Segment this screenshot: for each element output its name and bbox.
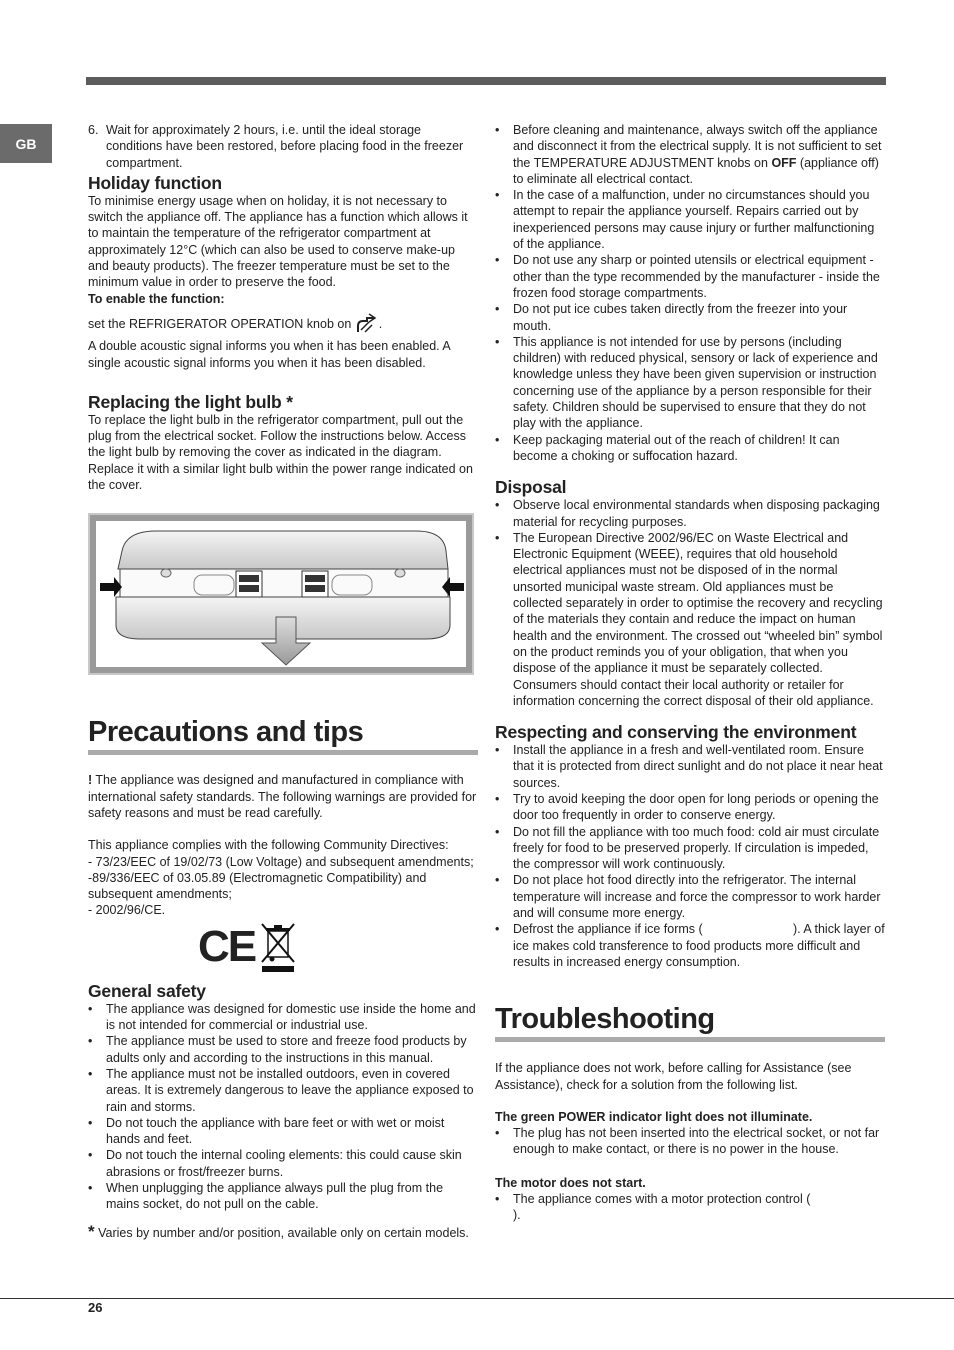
directive-line: - 2002/96/CE. [88,903,166,918]
safety-list-continued [495,122,885,464]
directive-line: This appliance complies with the following Community Directives: [88,838,449,853]
disposal-list [495,497,885,709]
compliance-marks [198,921,478,973]
directives [88,837,478,918]
precautions-intro [88,772,478,821]
signal-text: A double acoustic signal informs you when it has been enabled. A single acoustic signal informs you when it has been disabled. [88,339,451,370]
list-item: • This appliance is not intended for use by persons (including children) with reduced physical, sensory or lack of experience and knowledge unless they have been given supervision or instruction concerning use of the appliance by a person responsible for their safety. Children should be supervised to ensure that they do not play with the appliance. [495,334,885,432]
intro-text: The appliance was designed and manufactured in compliance with international safety standards. The following warnings are provided for safety reasons and must be read carefully. [88,773,477,820]
bottom-rule [0,1298,954,1299]
holiday-title: Holiday function [88,172,222,193]
page-number: 26 [88,1300,103,1315]
list-item: • The appliance must be used to store and freeze food products by adults only and according to the instructions in this manual. [88,1033,478,1066]
footnote-text: Varies by number and/or position, available only on certain models. [94,1225,469,1240]
list-item: • Do not place hot food directly into the refrigerator. The internal temperature will increase and force the compressor to work harder and will consume more energy. [495,872,885,921]
step-number: 6. [88,123,99,137]
list-item: • Do not fill the appliance with too much food: cold air must circulate freely for food to be preserved properly. If circulation is impeded, the compressor will work continuously. [495,824,885,873]
troubleshooting-intro: If the appliance does not work, before calling for Assistance (see Assistance), check for a solution from the following list. [495,1061,852,1092]
general-safety-title: General safety [88,980,206,1001]
list-item: • The plug has not been inserted into the electrical socket, or not far enough to make contact, or there is no power in the house. [495,1125,885,1158]
solution-list [495,1191,946,1224]
bulb-body: To replace the light bulb in the refrigerator compartment, pull out the plug from the electrical socket. Follow the instructions below. Access the light bulb by removing the cover as indicated in the diagram. Replace it with a similar light bulb within the power range indicated on the cover. [88,412,473,493]
list-item: • Do not touch the appliance with bare feet or with wet or moist hands and feet. [88,1115,478,1148]
list-item: • Try to avoid keeping the door open for long periods or opening the door too frequently in order to conserve energy. [495,791,885,824]
list-item: • Install the appliance in a fresh and well-ventilated room. Ensure that it is protected from direct sunlight and do not place it near heat sources. [495,742,885,791]
problem-heading: The motor does not start. [495,1175,646,1190]
warning-mark: ! [88,773,93,788]
step-text: Wait for approximately 2 hours, i.e. until the ideal storage conditions have been restored, before placing food in the freezer compartment. [106,123,464,170]
list-item: • The appliance must not be installed outdoors, even in covered areas. It is extremely dangerous to leave the appliance exposed to rain and storms. [88,1066,478,1115]
language-tab: GB [0,124,52,163]
crossed-bin-icon [259,921,297,973]
list-item: • The appliance was designed for domestic use inside the home and is not intended for commercial or industrial use. [88,1001,478,1034]
item-text: Before cleaning and maintenance, always switch off the appliance and disconnect it from the electrical supply. It is not sufficient to set the TEMPERATURE ADJUSTMENT knobs on [513,123,882,170]
directive-line: -89/336/EEC of 03.05.89 (Electromagnetic Compatibility) and subsequent amendments; [88,870,427,902]
right-column [495,122,946,1224]
step-6 [88,122,478,171]
footnote-star: * [88,1221,95,1241]
enable-end: . [378,316,383,331]
enable-instruction [88,312,478,338]
list-item: • In the case of a malfunction, under no circumstances should you attempt to repair the appliance yourself. Repairs carried out by inexperienced persons may cause injury or further malfunctioning of the appliance. [495,187,885,252]
off-label: OFF [771,155,797,170]
list-item: • Do not use any sharp or pointed utensils or electrical equipment - other than the type recommended by the manufacturer - inside the frozen food storage compartments. [495,252,885,301]
disposal-title: Disposal [495,477,567,498]
environment-list [495,742,889,970]
light-bulb-diagram [88,513,474,675]
list-item [495,122,885,187]
environment-title: Respecting and conserving the environment [495,722,857,743]
top-rule [86,77,886,85]
holiday-mode-icon [355,312,379,338]
general-safety-list [88,1001,478,1213]
enable-text: set the REFRIGERATOR OPERATION knob on [88,316,352,331]
left-column [88,122,478,1241]
troubleshooting-title: Troubleshooting [495,1002,885,1042]
light-cover-illustration [96,521,468,669]
list-item: • When unplugging the appliance always pull the plug from the mains socket, do not pull on the cable. [88,1180,478,1213]
directive-line: - 73/23/EEC of 19/02/73 (Low Voltage) and subsequent amendments; [88,854,474,869]
footnote [88,1221,478,1241]
bulb-title: Replacing the light bulb * [88,391,293,412]
item-text-end: (appliance off) to eliminate all electrical contact. [513,155,879,186]
list-item: • The European Directive 2002/96/EC on Waste Electrical and Electronic Equipment (WEEE), requires that old household electrical appliances must not be disposed of in the normal unsorted municipal waste stream. Old appliances must be collected separately in order to optimise the recovery and recycling of the materials they contain and reduce the impact on human health and the environment. The crossed out “wheeled bin” symbol on the product reminds you of your obligation, that when you dispose of the appliance it must be separately collected. Consumers should contact their local authority or retailer for information concerning the correct disposal of their old appliance. [495,530,885,709]
list-item: • The appliance comes with a motor protection control ( ). [495,1191,885,1224]
enable-heading: To enable the function: [88,291,225,306]
list-item: • Observe local environmental standards when disposing packaging material for recycling purposes. [495,497,885,530]
list-item: • Do not touch the internal cooling elements: this could cause skin abrasions or frost/freezer burns. [88,1147,478,1180]
precautions-title: Precautions and tips [88,715,478,755]
list-item: • Keep packaging material out of the reach of children! It can become a choking or suffocation hazard. [495,432,885,465]
problem-heading: The green POWER indicator light does not illuminate. [495,1109,813,1124]
solution-list [495,1125,885,1158]
list-item: • Defrost the appliance if ice forms ( ). A thick layer of ice makes cold transference to food products more difficult and results in increased energy consumption. [495,921,885,970]
ce-mark: CE [198,921,256,971]
list-item: • Do not put ice cubes taken directly from the freezer into your mouth. [495,301,885,334]
holiday-body: To minimise energy usage when on holiday, it is not necessary to switch the appliance off. The appliance has a function which allows it to maintain the temperature of the refrigerator compartment at approximately 12°C (which can also be used to conserve make-up and beauty products). The freezer temperature must be set to the minimum value in order to preserve the food. [88,193,468,290]
